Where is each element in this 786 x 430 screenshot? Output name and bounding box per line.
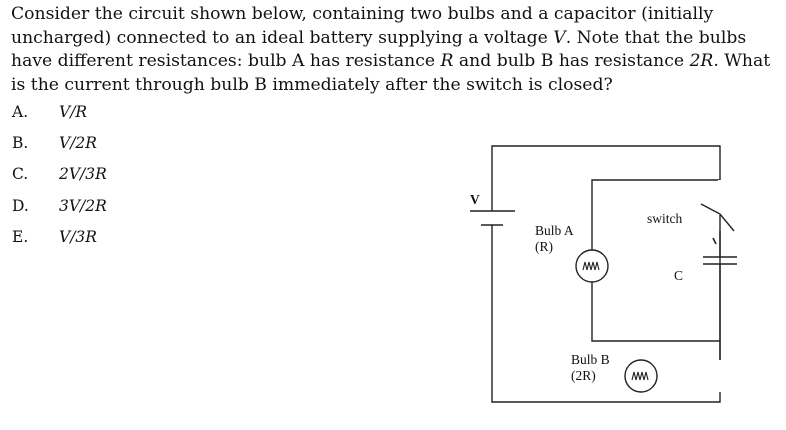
bulb-a-resistance: (R): [535, 239, 553, 254]
option-a[interactable]: A. V/R: [12, 103, 88, 121]
bulb-b-icon: [625, 341, 720, 392]
resistance-symbol: R: [440, 51, 454, 71]
wire-inner-lower: [592, 282, 720, 341]
switch-icon: [701, 180, 734, 244]
capacitor-icon: [703, 240, 737, 341]
switch-label: switch: [647, 211, 683, 226]
option-e[interactable]: E. V/3R: [12, 228, 97, 246]
bulb-b-name: Bulb B: [571, 352, 610, 367]
option-d[interactable]: D. 3V/2R: [12, 197, 107, 215]
capacitor-label: C: [674, 268, 684, 283]
bulb-a-icon: [576, 250, 608, 282]
voltage-symbol: V: [553, 27, 566, 48]
option-b[interactable]: B. V/2R: [12, 134, 97, 152]
question-text: Consider the circuit shown below, containing two bulbs and a capacitor (initially uncharged) connected to an ideal battery supplying a voltage V. Note that the bulbs have different resistances: bulb A has resistance R and bulb B has resistance 2R. What is the current through bulb B immediately after the switch is closed?: [11, 4, 771, 95]
option-c[interactable]: C. 2V/3R: [12, 165, 107, 183]
bulb-b-resistance: (2R): [571, 368, 596, 383]
bulb-a-name: Bulb A: [535, 223, 574, 238]
battery-label: V: [470, 192, 480, 207]
resistance-b-symbol: 2R: [689, 51, 714, 71]
